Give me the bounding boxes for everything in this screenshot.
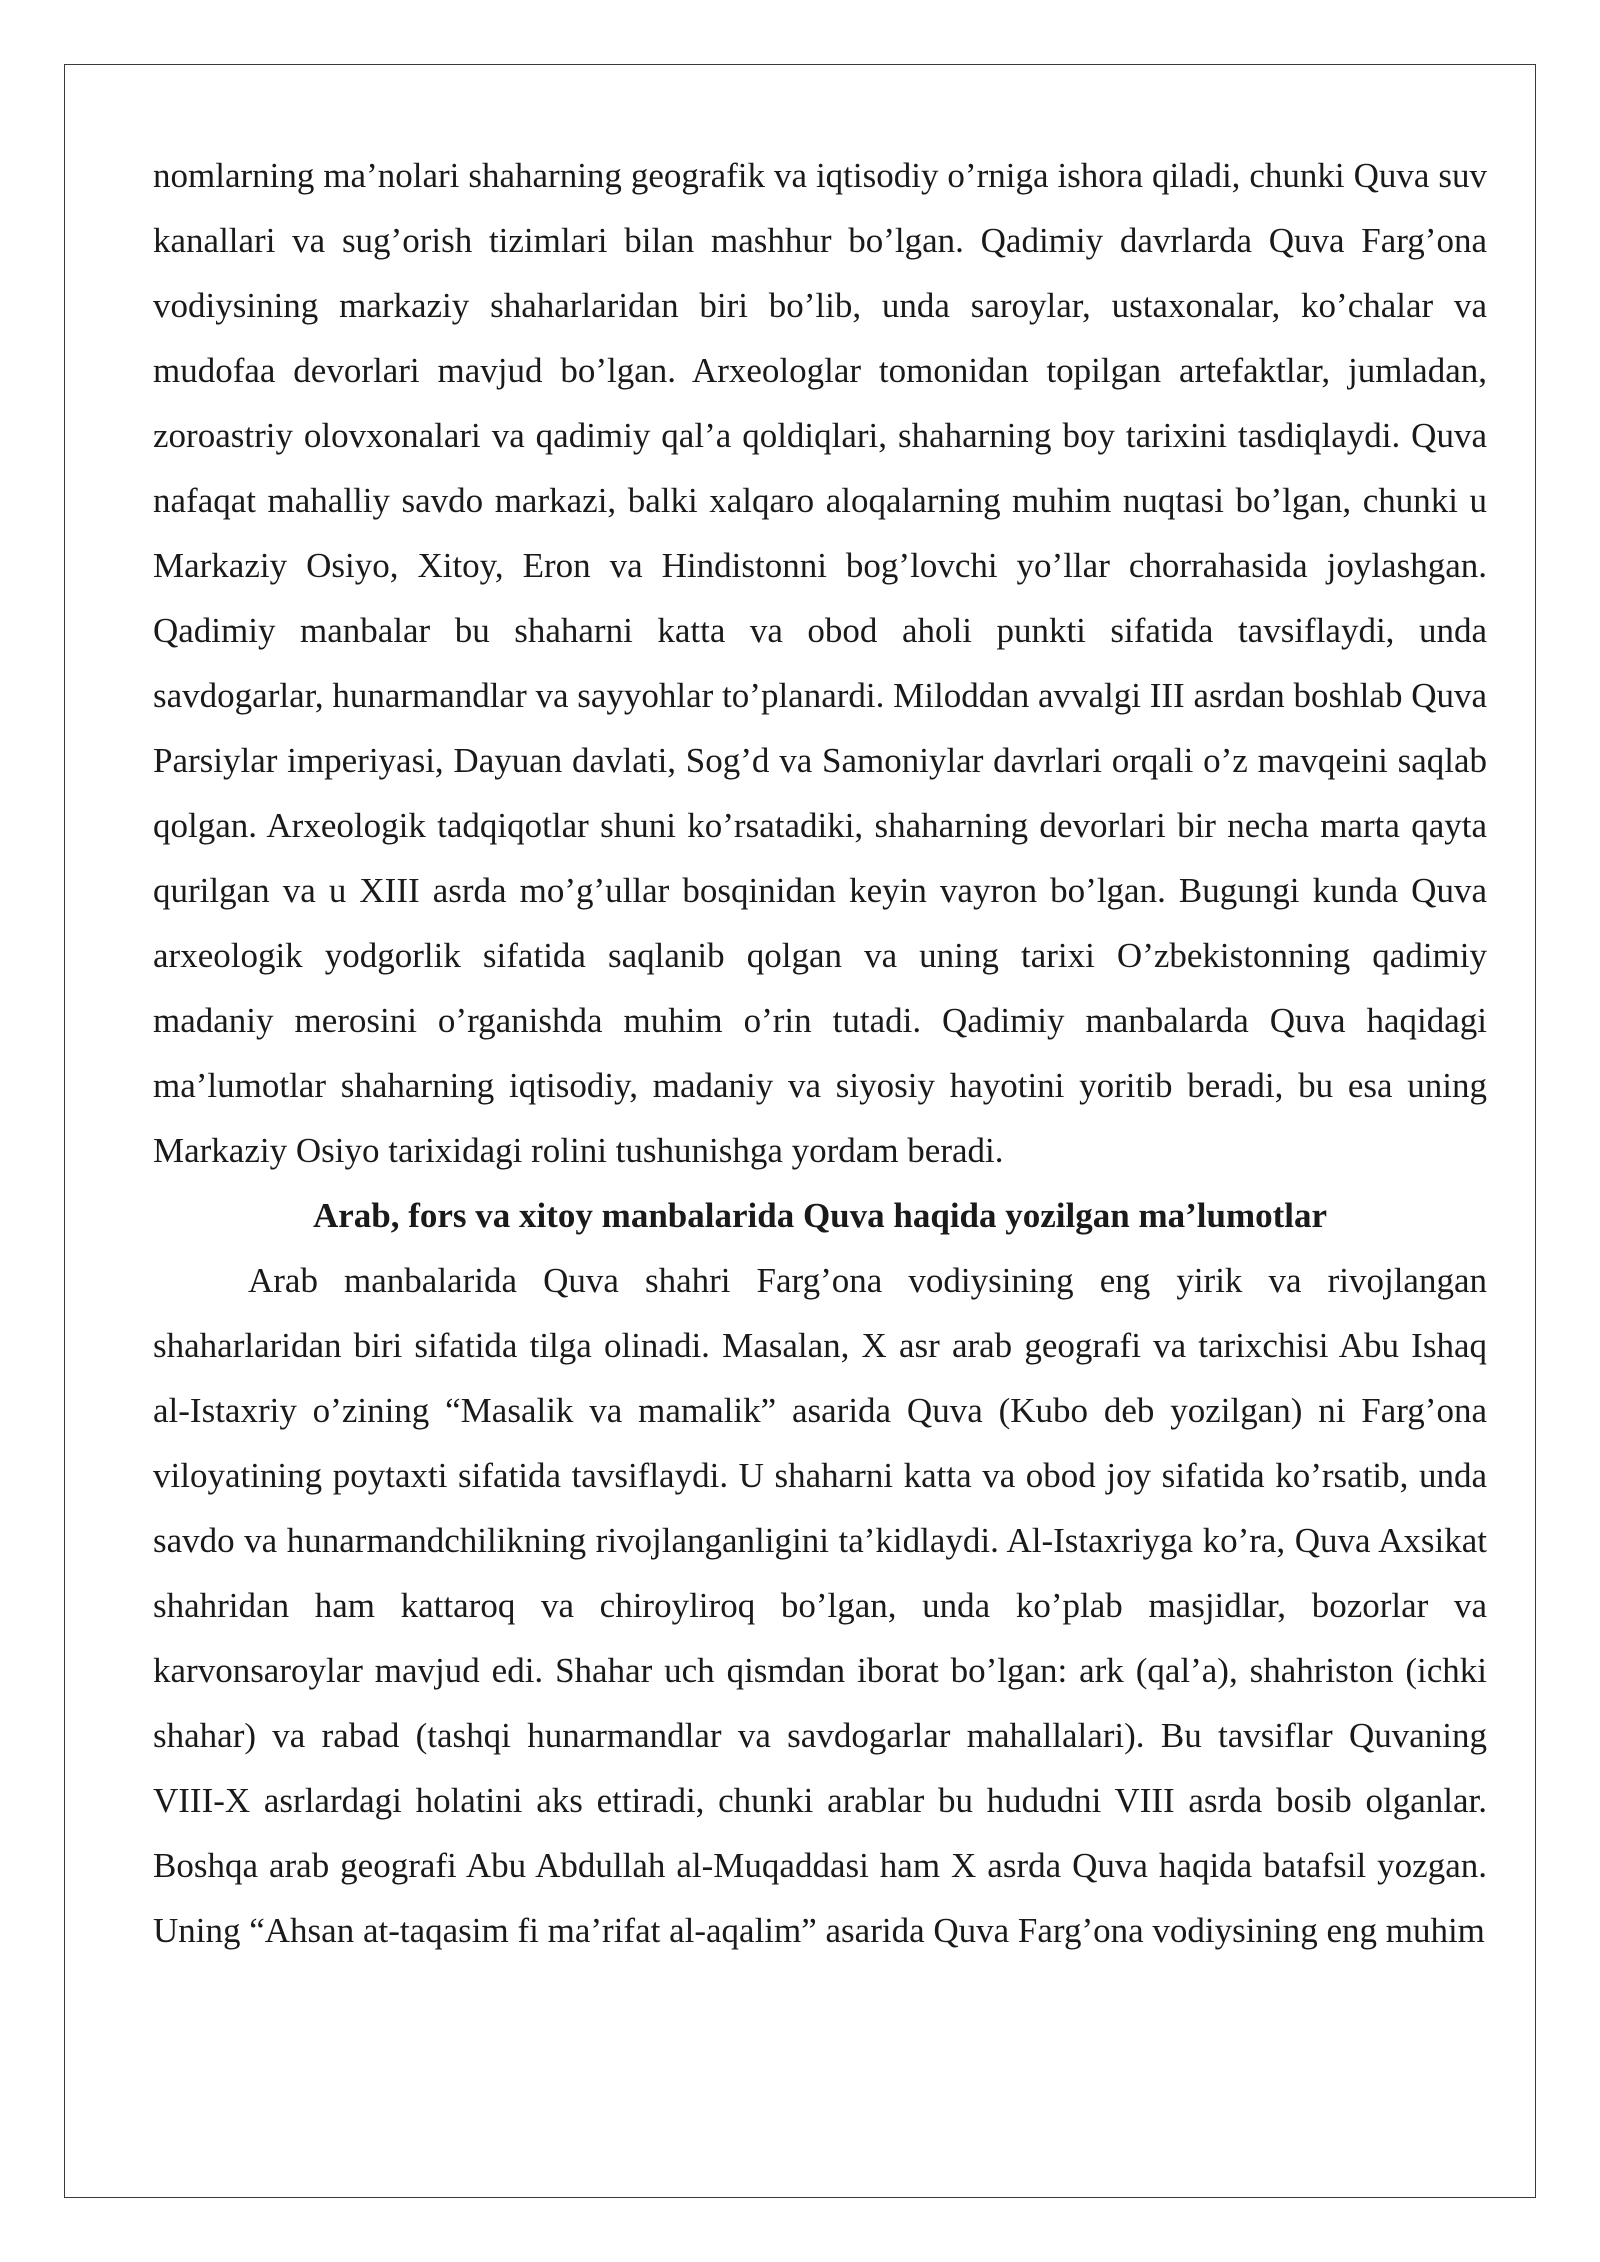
body-paragraph: nomlarning ma’nolari shaharning geografik va iqtisodiy o’rniga ishora qiladi, chunki Quva suv kanallari va sug’orish tizimlari bilan mashhur bo’lgan. Qadimiy davrlarda Quva Farg’ona vodiysining markaziy shaharlaridan biri bo’lib, unda saroylar, ustaxonalar, ko’chalar va mudofaa devorlari mavjud bo’lgan. Arxeologlar tomonidan topilgan artefaktlar, jumladan, zoroastriy olovxonalari va qadimiy qal’a qoldiqlari, shaharning boy tarixini tasdiqlaydi. Quva nafaqat mahalliy savdo markazi, balki xalqaro aloqalarning muhim nuqtasi bo’lgan, chunki u Markaziy Osiyo, Xitoy, Eron va Hindistonni bog’lovchi yo’llar chorrahasida joylashgan. Qadimiy manbalar bu shaharni katta va obod aholi punkti sifatida tavsiflaydi, unda savdogarlar, hunarmandlar va sayyohlar to’planardi. Miloddan avvalgi III asrdan boshlab Quva Parsiylar imperiyasi, Dayuan davlati, Sog’d va Samoniylar davrlari orqali o’z mavqeini saqlab qolgan. Arxeologik tadqiqotlar shuni ko’rsatadiki, shaharning devorlari bir necha marta qayta qurilgan va u XIII asrda mo’g’ullar bosqinidan keyin vayron bo’lgan. Bugungi kunda Quva arxeologik yodgorlik sifatida saqlanib qolgan va uning tarixi O’zbekistonning qadimiy madaniy merosini o’rganishda muhim o’rin tutadi. Qadimiy manbalarda Quva haqidagi ma’lumotlar shaharning iqtisodiy, madaniy va siyosiy hayotini yoritib beradi, bu esa uning Markaziy Osiyo tarixidagi rolini tushunishga yordam beradi. (153, 156, 1487, 1170)
document-body (153, 143, 1487, 1963)
section-paragraph: Arab manbalarida Quva shahri Farg’ona vodiysining eng yirik va rivojlangan shaharlaridan biri sifatida tilga olinadi. Masalan, X asr arab geografi va tarixchisi Abu Ishaq al-Istaxriy o’zining “Masalik va mamalik” asarida Quva (Kubo deb yozilgan) ni Farg’ona viloyatining poytaxti sifatida tavsiflaydi. U shaharni katta va obod joy sifatida ko’rsatib, unda savdo va hunarmandchilikning rivojlanganligini ta’kidlaydi. Al-Istaxriyga ko’ra, Quva Axsikat shahridan ham kattaroq va chiroyliroq bo’lgan, unda ko’plab masjidlar, bozorlar va karvonsaroylar mavjud edi. Shahar uch qismdan iborat bo’lgan: ark (qal’a), shahriston (ichki shahar) va rabad (tashqi hunarmandlar va savdogarlar mahallalari). Bu tavsiflar Quvaning VIII-X asrlardagi holatini aks ettiradi, chunki arablar bu hududni VIII asrda bosib olganlar. Boshqa arab geografi Abu Abdullah al-Muqaddasi ham X asrda Quva haqida batafsil yozgan. Uning “Ahsan at-taqasim fi ma’rifat al-aqalim” asarida Quva Farg’ona vodiysining eng muhim (153, 1261, 1487, 1950)
section-heading: Arab, fors va xitoy manbalarida Quva haqida yozilgan ma’lumotlar (312, 1196, 1328, 1235)
